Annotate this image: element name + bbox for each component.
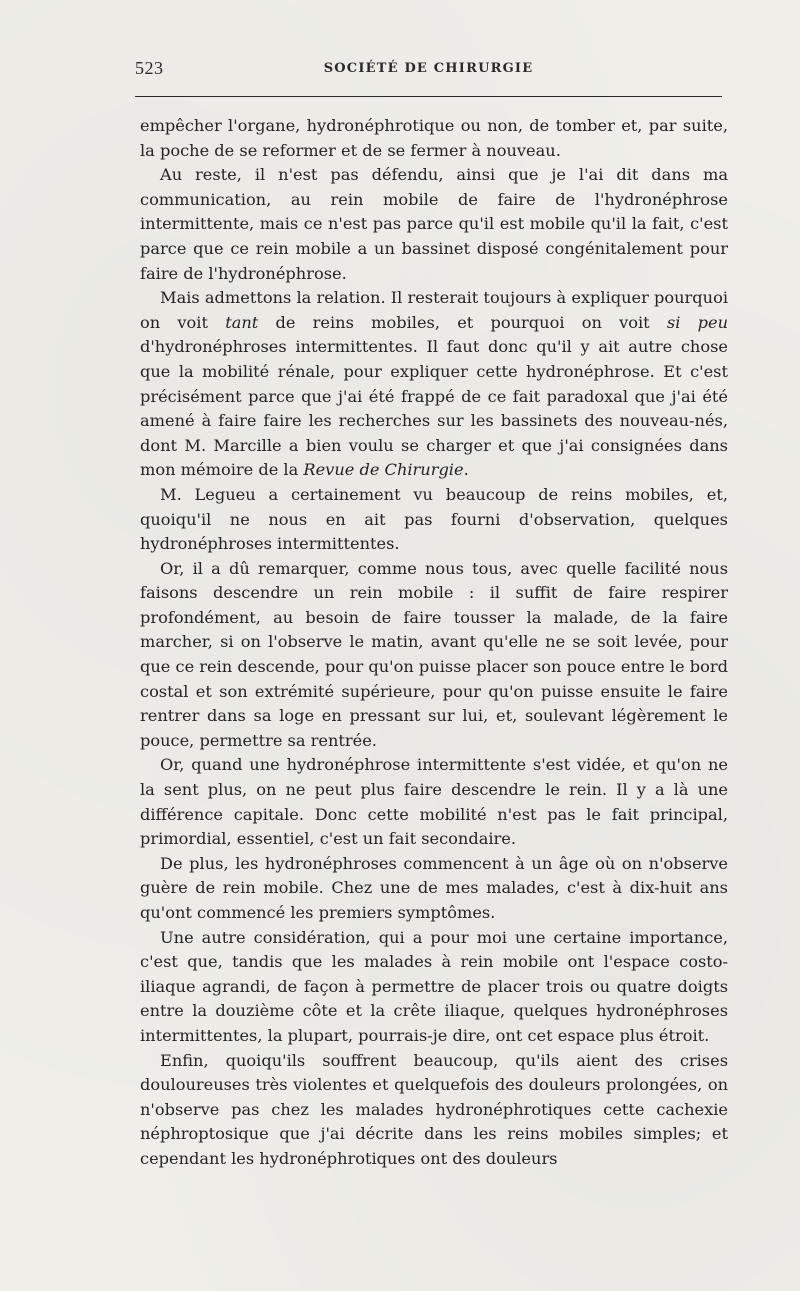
paragraph <box>140 926 728 1049</box>
paragraph <box>140 1049 728 1172</box>
text-run: Or, il a dû remarquer, comme nous tous, avec quelle facilité nous faisons descendre un rein mobile : il suffit de faire respirer profondément, au besoin de faire tousser la malade, de la faire marcher, si on l'observe le matin, avant qu'elle ne se soit levée, pour que ce rein descende, pour qu'on puisse placer son pouce entre le bord costal et son extrémité supérieure, pour qu'on puisse ensuite le faire rentrer dans sa loge en pressant sur lui, et, soulevant légèrement le pouce, permettre sa rentrée. <box>140 558 728 750</box>
paragraph <box>140 114 728 163</box>
text-run: Enfin, quoiqu'ils souffrent beaucoup, qu'ils aient des crises douloureuses très violentes et quelquefois des douleurs prolongées, on n'observe pas chez les malades hydronéphrotiques cette cachexie néphroptosique que j'ai décrite dans les reins mobiles simples; et cependant les hydronéphrotiques ont des douleurs <box>140 1050 728 1168</box>
text-run: De plus, les hydronéphroses commencent à un âge où on n'observe guère de rein mobile. Chez une de mes malades, c'est à dix-huit ans qu'ont commencé les premiers symptômes. <box>140 853 728 922</box>
paragraph <box>140 557 728 754</box>
text-run: Or, quand une hydronéphrose intermittente s'est vidée, et qu'on ne la sent plus, on ne peut plus faire descendre le rein. Il y a là une différence capitale. Donc cette mobilité n'est pas le fait principal, primordial, essentiel, c'est un fait secondaire. <box>140 755 728 849</box>
header-rule <box>135 96 722 97</box>
italic-text: tant <box>225 312 259 332</box>
text-run: de reins mobiles, et pourquoi on voit <box>258 312 667 332</box>
italic-text: Revue de Chirurgie <box>303 460 464 480</box>
text-run: M. Legueu a certainement vu beaucoup de reins mobiles, et, quoiqu'il ne nous en ait pas fourni d'observation, quelques hydronéphroses intermittentes. <box>140 484 728 554</box>
paragraph <box>140 753 728 851</box>
body-text <box>140 114 728 1172</box>
paragraph <box>140 852 728 926</box>
paragraph <box>140 286 728 483</box>
text-run: Mais admettons la relation. Il resterait toujours à expliquer pourquoi on voit <box>140 288 728 332</box>
text-run: Au reste, il n'est pas défendu, ainsi que je l'ai dit dans ma communication, au rein mobile de faire de l'hydronéphrose intermittente, mais ce n'est pas parce qu'il est mobile qu'il la fait, c'est parce que ce rein mobile a un bassinet disposé congénitalement pour faire de l'hydronéphrose. <box>140 165 728 283</box>
paragraph <box>140 483 728 557</box>
text-run: . <box>463 460 469 480</box>
text-run: empêcher l'organe, hydronéphrotique ou non, de tomber et, par suite, la poche de se reformer et de se fermer à nouveau. <box>140 116 728 160</box>
text-run: d'hydronéphroses intermittentes. Il faut donc qu'il y ait autre chose que la mobilité rénale, pour expliquer cette hydronéphrose. Et c'est précisément parce que j'ai été frappé de ce fait paradoxal que j'ai été amené à faire faire les recherches sur les bassinets des nouveau-nés, dont M. Marcille a bien voulu se charger et que j'ai consignées dans mon mémoire de la <box>140 337 728 480</box>
text-run: Une autre considération, qui a pour moi une certaine importance, c'est que, tandis que les malades à rein mobile ont l'espace costo-iliaque agrandi, de façon à permettre de placer trois ou quatre doigts entre la douzième côte et la crête iliaque, quelques hydronéphroses intermittentes, la plupart, pourrais-je dire, ont cet espace plus étroit. <box>140 927 728 1045</box>
page-header <box>135 58 722 82</box>
paragraph <box>140 163 728 286</box>
running-title: SOCIÉTÉ DE CHIRURGIE <box>323 61 534 76</box>
italic-text: si peu <box>666 312 728 332</box>
page-number: 523 <box>135 58 164 78</box>
